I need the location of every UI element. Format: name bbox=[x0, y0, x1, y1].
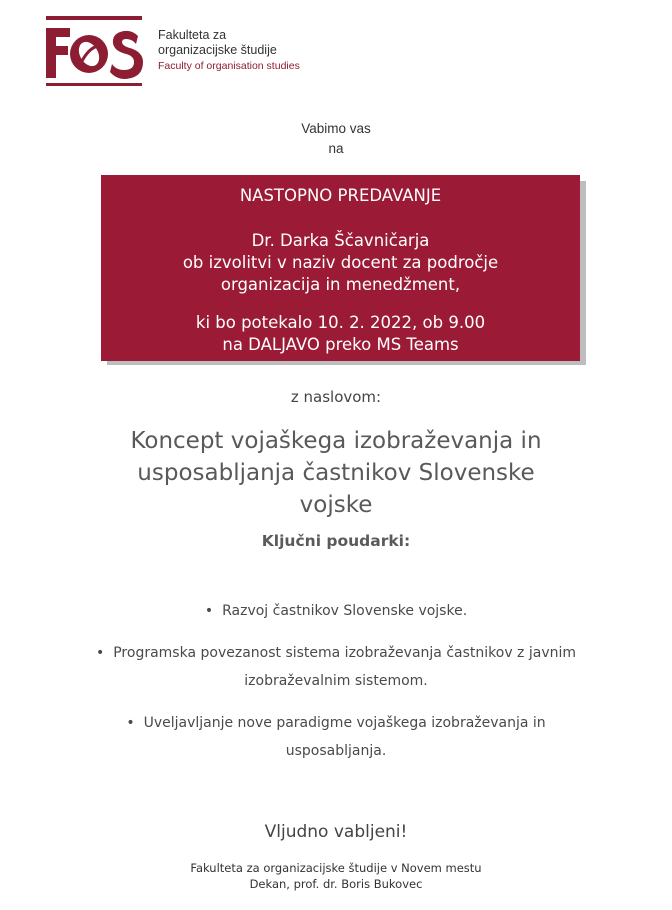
lecture-datetime: ki bo potekalo 10. 2. 2022, ob 9.00 bbox=[195, 313, 486, 332]
list-item bbox=[0, 597, 672, 625]
bullet-text-line1: Programska povezanost sistema izobraževanja častnikov z javnim bbox=[113, 645, 577, 661]
speaker-title-line1: ob izvolitvi v naziv docent za področje bbox=[182, 253, 499, 272]
lecture-venue: na DALJAVO preko MS Teams bbox=[222, 335, 459, 354]
lecture-box bbox=[101, 175, 580, 361]
lecture-speaker bbox=[101, 230, 580, 296]
lecture-title-line3: vojske bbox=[299, 492, 373, 518]
lecture-when bbox=[101, 312, 580, 356]
footer-signature bbox=[0, 860, 672, 892]
footer-dean: Dekan, prof. dr. Boris Bukovec bbox=[249, 877, 423, 891]
speaker-name: Dr. Darka Ščavničarja bbox=[251, 231, 430, 250]
bullet-text-line2: izobraževalnim sistemom. bbox=[244, 673, 428, 689]
bullet-text-line2: usposabljanja. bbox=[285, 743, 387, 759]
speaker-title-line2: organizacija in menedžment, bbox=[220, 275, 461, 294]
logo-text-line2: organizacijske študije bbox=[158, 43, 277, 57]
lecture-heading: NASTOPNO PREDAVANJE bbox=[239, 186, 442, 205]
highlights-heading: Ključni poudarki: bbox=[261, 532, 411, 550]
bullet-text-line1: Razvoj častnikov Slovenske vojske. bbox=[222, 603, 468, 619]
bullet-icon: • bbox=[95, 645, 105, 661]
lecture-title bbox=[0, 425, 672, 521]
title-intro: z naslovom: bbox=[290, 388, 382, 406]
logo-text-line1: Fakulteta za bbox=[158, 28, 227, 42]
fos-logo bbox=[44, 16, 304, 90]
list-item bbox=[0, 709, 672, 765]
lecture-title-line1: Koncept vojaškega izobraževanja in bbox=[130, 428, 542, 454]
bullet-text-line1: Uveljavljanje nove paradigme vojaškega izobraževanja in bbox=[143, 715, 546, 731]
logo-bottom-rule bbox=[46, 83, 142, 86]
logo-text-english: Faculty of organisation studies bbox=[158, 60, 300, 72]
footer-institution: Fakulteta za organizacijske študije v Novem mestu bbox=[190, 861, 482, 875]
lecture-title-line2: usposabljanja častnikov Slovenske bbox=[137, 460, 535, 486]
closing-text: Vljudno vabljeni! bbox=[264, 822, 408, 842]
bullet-icon: • bbox=[204, 603, 214, 619]
invite-line2: na bbox=[328, 141, 344, 156]
invite-line1: Vabimo vas bbox=[301, 121, 371, 136]
bullet-icon: • bbox=[126, 715, 135, 731]
logo-top-rule bbox=[46, 16, 142, 20]
highlights-list bbox=[0, 597, 672, 779]
list-item bbox=[0, 639, 672, 695]
fos-logo-mark bbox=[44, 24, 144, 82]
